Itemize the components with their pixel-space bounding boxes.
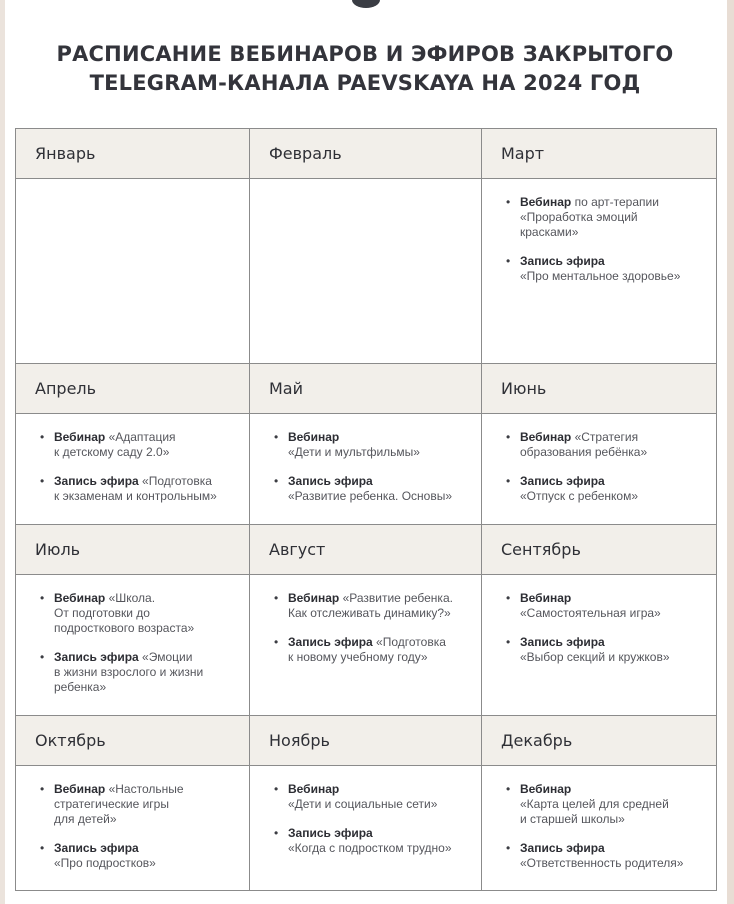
- event-item: [274, 782, 471, 812]
- title-line-2: TELEGRAM-КАНАЛА PAEVSKAYA НА 2024 ГОД: [89, 71, 641, 95]
- month-events-cell: [482, 766, 717, 891]
- event-type: Запись эфира: [54, 474, 139, 488]
- event-title-line: «Дети и социальные сети»: [288, 797, 438, 811]
- month-name: Сентябрь: [482, 525, 717, 575]
- event-title-line: «Ответственность родителя»: [520, 856, 684, 870]
- event-title-line: по арт-терапии: [571, 195, 659, 209]
- event-title-line: «Настольные: [105, 782, 184, 796]
- event-item: [506, 254, 706, 284]
- event-item: [274, 474, 471, 504]
- event-item: [506, 430, 706, 460]
- event-list: [16, 414, 249, 504]
- event-title-line: «Самостоятельная игра»: [520, 606, 661, 620]
- event-type: Запись эфира: [520, 841, 605, 855]
- month-name: Январь: [16, 129, 250, 179]
- event-title-line: Как отслеживать динамику?»: [288, 606, 451, 620]
- event-title-line: «Выбор секций и кружков»: [520, 650, 670, 664]
- month-events-cell: [250, 575, 482, 716]
- event-type: Вебинар: [520, 782, 572, 796]
- event-type: Запись эфира: [520, 254, 605, 268]
- event-title-line: образования ребёнка»: [520, 445, 648, 459]
- event-list: [16, 766, 249, 871]
- month-events-cell: [250, 766, 482, 891]
- month-name: Август: [250, 525, 482, 575]
- events-row: [16, 575, 717, 716]
- event-title-line: «Про подростков»: [54, 856, 156, 870]
- month-events-cell: [482, 179, 717, 364]
- event-title-line: «Подготовка: [372, 635, 446, 649]
- event-type: Вебинар: [54, 782, 106, 796]
- event-item: [506, 474, 706, 504]
- event-list: [482, 179, 716, 284]
- event-item: [40, 782, 239, 827]
- month-name: Октябрь: [16, 716, 250, 766]
- event-type: Запись эфира: [288, 826, 373, 840]
- event-title-line: «Карта целей для средней: [520, 797, 669, 811]
- month-events-cell: [250, 414, 482, 525]
- event-title-line: «Проработка эмоций: [520, 210, 638, 224]
- event-item: [274, 430, 471, 460]
- month-name: Март: [482, 129, 717, 179]
- title-line-1: РАСПИСАНИЕ ВЕБИНАРОВ И ЭФИРОВ ЗАКРЫТОГО: [56, 42, 674, 66]
- event-title-line: к новому учебному году»: [288, 650, 428, 664]
- event-item: [506, 591, 706, 621]
- month-name: Декабрь: [482, 716, 717, 766]
- event-title-line: к экзаменам и контрольным»: [54, 489, 217, 503]
- event-title-line: красками»: [520, 225, 579, 239]
- event-type: Вебинар: [520, 195, 572, 209]
- event-list: [250, 414, 481, 504]
- event-item: [40, 650, 239, 695]
- event-type: Запись эфира: [520, 635, 605, 649]
- event-item: [506, 782, 706, 827]
- schedule-table: [15, 128, 717, 891]
- event-type: Вебинар: [54, 430, 106, 444]
- event-title-line: «Подготовка: [138, 474, 212, 488]
- event-item: [506, 195, 706, 240]
- event-type: Запись эфира: [54, 650, 139, 664]
- events-row: [16, 766, 717, 891]
- event-title-line: подросткового возраста»: [54, 621, 195, 635]
- event-list: [250, 575, 481, 665]
- event-title-line: стратегические игры: [54, 797, 169, 811]
- event-title-line: «Эмоции: [138, 650, 193, 664]
- event-type: Запись эфира: [54, 841, 139, 855]
- event-title-line: «Развитие ребенка. Основы»: [288, 489, 453, 503]
- month-name: Февраль: [250, 129, 482, 179]
- event-item: [274, 591, 471, 621]
- event-type: Запись эфира: [520, 474, 605, 488]
- month-events-cell: [482, 575, 717, 716]
- event-list: [482, 575, 716, 665]
- event-title-line: для детей»: [54, 812, 117, 826]
- event-item: [274, 826, 471, 856]
- event-type: Запись эфира: [288, 635, 373, 649]
- event-title-line: «Стратегия: [571, 430, 639, 444]
- month-header-row: [16, 129, 717, 179]
- event-title-line: «Когда с подростком трудно»: [288, 841, 452, 855]
- event-type: Вебинар: [520, 430, 572, 444]
- month-events-cell: [16, 414, 250, 525]
- event-title-line: От подготовки до: [54, 606, 150, 620]
- month-name: Апрель: [16, 364, 250, 414]
- event-item: [274, 635, 471, 665]
- month-name: Июнь: [482, 364, 717, 414]
- page-margin-right: [727, 0, 734, 904]
- event-type: Вебинар: [288, 430, 340, 444]
- event-title-line: и старшей школы»: [520, 812, 625, 826]
- month-events-cell: [250, 179, 482, 364]
- event-item: [506, 841, 706, 871]
- month-events-cell: [16, 766, 250, 891]
- event-list: [482, 766, 716, 871]
- month-events-cell: [482, 414, 717, 525]
- logo-icon: [352, 0, 380, 8]
- event-title-line: ребенка»: [54, 680, 107, 694]
- month-name: Ноябрь: [250, 716, 482, 766]
- month-name: Май: [250, 364, 482, 414]
- events-row: [16, 179, 717, 364]
- event-title-line: в жизни взрослого и жизни: [54, 665, 204, 679]
- month-events-cell: [16, 575, 250, 716]
- month-header-row: [16, 364, 717, 414]
- event-title-line: «Отпуск с ребенком»: [520, 489, 639, 503]
- event-title-line: к детскому саду 2.0»: [54, 445, 170, 459]
- page-margin-left: [0, 0, 5, 904]
- month-header-row: [16, 716, 717, 766]
- event-item: [40, 474, 239, 504]
- page-title: [0, 40, 730, 98]
- event-type: Вебинар: [288, 591, 340, 605]
- event-type: Вебинар: [520, 591, 572, 605]
- event-title-line: «Школа.: [105, 591, 156, 605]
- event-item: [40, 841, 239, 871]
- month-name: Июль: [16, 525, 250, 575]
- month-events-cell: [16, 179, 250, 364]
- event-title-line: «Развитие ребенка.: [339, 591, 453, 605]
- month-header-row: [16, 525, 717, 575]
- event-title-line: «Про ментальное здоровье»: [520, 269, 681, 283]
- event-type: Запись эфира: [288, 474, 373, 488]
- event-type: Вебинар: [288, 782, 340, 796]
- event-type: Вебинар: [54, 591, 106, 605]
- event-list: [250, 766, 481, 856]
- event-title-line: «Адаптация: [105, 430, 176, 444]
- event-list: [16, 575, 249, 695]
- event-title-line: «Дети и мультфильмы»: [288, 445, 420, 459]
- event-item: [40, 591, 239, 636]
- events-row: [16, 414, 717, 525]
- event-item: [506, 635, 706, 665]
- event-list: [482, 414, 716, 504]
- event-item: [40, 430, 239, 460]
